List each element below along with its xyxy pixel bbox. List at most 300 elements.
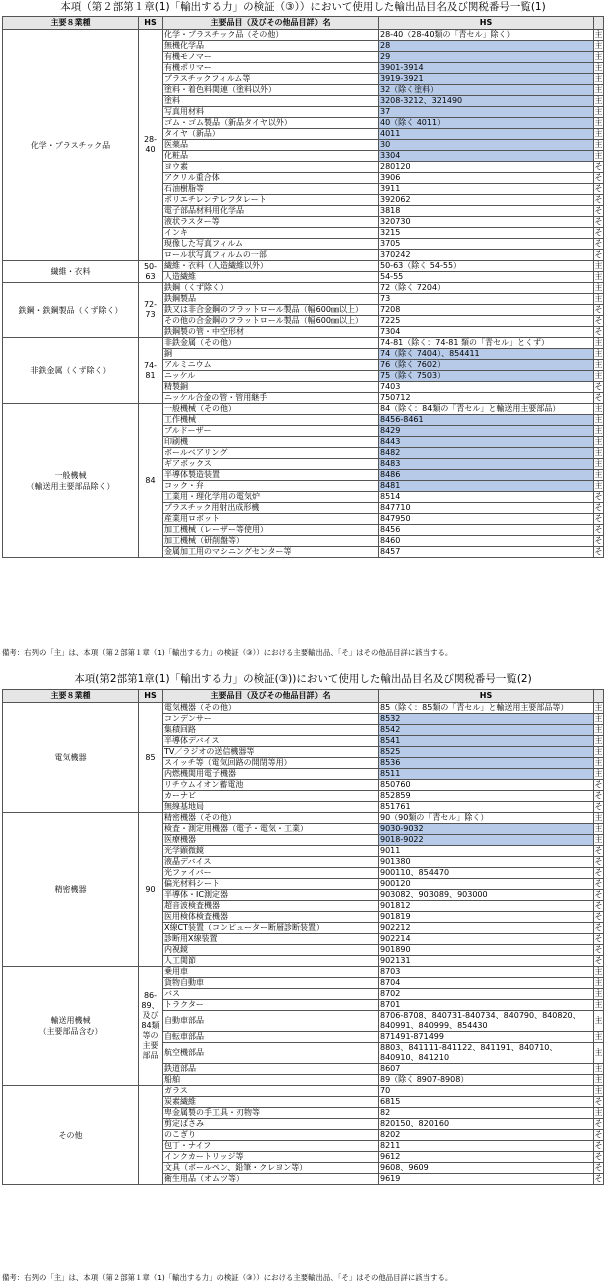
hs-code-cell: 73: [379, 294, 594, 305]
product-name-cell: 航空機部品: [163, 1043, 379, 1064]
main-flag-cell: 主: [594, 725, 603, 735]
product-name-cell: 写真用材料: [163, 107, 379, 118]
hs-code-cell: 750712: [379, 393, 594, 404]
product-name-cell: 銅: [163, 349, 379, 360]
main-flag-cell: そ: [594, 316, 603, 326]
product-name-cell: ガラス: [163, 1086, 379, 1097]
product-name-cell: 乗用車: [163, 967, 379, 978]
product-name-cell: 電気機器（その他）: [163, 703, 379, 714]
hs-code-cell: 82: [379, 1108, 594, 1119]
main-flag-cell: そ: [594, 184, 603, 194]
hs-code-cell: 871491-871499: [379, 1032, 594, 1043]
product-name-cell: 内燃機関用電子機器: [163, 769, 379, 780]
product-name-cell: 船舶: [163, 1075, 379, 1086]
product-name-cell: ゴム・ゴム製品（新品タイヤ以外）: [163, 118, 379, 129]
main-flag-cell: 主: [594, 151, 603, 161]
product-name-cell: 一般機械（その他）: [163, 404, 379, 415]
hs-code-cell: 8532: [379, 714, 594, 725]
hs-code-cell: 903082、903089、903000: [379, 890, 594, 901]
main-flag-cell: そ: [594, 162, 603, 172]
product-name-cell: 貨物自動車: [163, 978, 379, 989]
hs-code-cell: 37: [379, 107, 594, 118]
product-name-cell: 診断用X線装置: [163, 934, 379, 945]
hs-code-cell: 8460: [379, 536, 594, 547]
main-flag-cell: そ: [594, 393, 603, 403]
hs-code-cell: 32（除く塗料）: [379, 85, 594, 96]
product-name-cell: 鉄鋼製の管・中空形材: [163, 327, 379, 338]
main-flag-cell: 主: [594, 1043, 604, 1064]
main-flag-cell: 主: [594, 481, 603, 491]
main-flag-cell: そ: [594, 1141, 603, 1151]
hs-code-cell: 820150、820160: [379, 1119, 594, 1130]
hs-code-cell: 370242: [379, 250, 594, 261]
product-name-cell: 電子部品材料用化学品: [163, 206, 379, 217]
product-name-cell: 化粧品: [163, 151, 379, 162]
hs-code-cell: 3906: [379, 173, 594, 184]
hs-code-cell: 3304: [379, 151, 594, 162]
main-flag-cell: そ: [594, 503, 603, 513]
hs-code-cell: 9030-9032: [379, 824, 594, 835]
main-flag-cell: 主: [594, 52, 603, 62]
product-name-cell: 無線基地局: [163, 802, 379, 813]
hs-code-cell: 900110、854470: [379, 868, 594, 879]
product-name-cell: 金属加工用のマシニングセンター等: [163, 547, 379, 558]
table-header-row: [3, 690, 604, 703]
main-flag-cell: 主: [594, 736, 603, 746]
header-flag: [594, 690, 604, 703]
industry-cell: 輸送用機械 （主要部品含む）: [3, 967, 139, 1086]
main-flag-cell: 主: [594, 1011, 604, 1032]
product-name-cell: カーナビ: [163, 791, 379, 802]
table-row: [3, 283, 604, 294]
product-name-cell: 衛生用品（オムツ等）: [163, 1174, 379, 1185]
hs-range-cell: 50-63: [139, 261, 163, 283]
product-name-cell: 化学・プラスチック品（その他）: [163, 30, 379, 41]
main-flag-cell: 主: [594, 283, 603, 293]
main-flag-cell: そ: [594, 901, 603, 911]
product-name-cell: 医療機器: [163, 835, 379, 846]
main-flag-cell: そ: [594, 514, 603, 524]
hs-code-cell: 901819: [379, 912, 594, 923]
main-flag-cell: 主: [594, 459, 603, 469]
main-flag-cell: 主: [594, 41, 603, 51]
industry-cell: 化学・プラスチック品: [3, 30, 139, 261]
product-name-cell: ポリエチレンテレフタレート: [163, 195, 379, 206]
main-flag-cell: そ: [594, 206, 603, 216]
main-flag-cell: 主: [594, 1108, 603, 1118]
product-name-cell: ニッケル: [163, 371, 379, 382]
product-name-cell: 精密機器（その他）: [163, 813, 379, 824]
product-name-cell: 産業用ロボット: [163, 514, 379, 525]
product-name-cell: タイヤ（新品）: [163, 129, 379, 140]
industry-cell: 鉄鋼・鉄鋼製品（くず除く）: [3, 283, 139, 338]
product-name-cell: コンデンサー: [163, 714, 379, 725]
hs-code-cell: 30: [379, 140, 594, 151]
hs-code-cell: 852859: [379, 791, 594, 802]
main-flag-cell: 主: [594, 118, 603, 128]
main-flag-cell: 主: [594, 294, 603, 304]
product-name-cell: インキ: [163, 228, 379, 239]
product-name-cell: 包丁・ナイフ: [163, 1141, 379, 1152]
main-flag-cell: 主: [594, 338, 603, 348]
hs-code-cell: 74（除く 7404）、854411: [379, 349, 594, 360]
product-name-cell: アルミニウム: [163, 360, 379, 371]
industry-cell: 電気機器: [3, 703, 139, 813]
main-flag-cell: そ: [594, 250, 603, 260]
main-flag-cell: そ: [594, 1097, 603, 1107]
hs-code-cell: 40（除く 4011）: [379, 118, 594, 129]
hs-code-cell: 3901-3914: [379, 63, 594, 74]
hs-code-cell: 75（除く 7503）: [379, 371, 594, 382]
product-name-cell: 加工機械（研削盤等）: [163, 536, 379, 547]
hs-range-cell: 90: [139, 813, 163, 967]
main-flag-cell: 主: [594, 129, 603, 139]
hs-code-cell: 6815: [379, 1097, 594, 1108]
hs-code-cell: 8486: [379, 470, 594, 481]
product-name-cell: 工業用・理化学用の電気炉: [163, 492, 379, 503]
hs-range-cell: [139, 1086, 163, 1185]
main-flag-cell: 主: [594, 1032, 603, 1042]
main-flag-cell: そ: [594, 217, 603, 227]
product-name-cell: インクカートリッジ等: [163, 1152, 379, 1163]
product-name-cell: ギアボックス: [163, 459, 379, 470]
main-flag-cell: そ: [594, 492, 603, 502]
product-name-cell: プラスチック用射出成形機: [163, 503, 379, 514]
product-name-cell: TV／ラジオの送信機器等: [163, 747, 379, 758]
hs-code-cell: 7304: [379, 327, 594, 338]
hs-code-cell: 89（除く 8907-8908）: [379, 1075, 594, 1086]
hs-range-cell: 85: [139, 703, 163, 813]
main-flag-cell: そ: [594, 868, 603, 878]
hs-code-cell: 8457: [379, 547, 594, 558]
hs-code-cell: 8542: [379, 725, 594, 736]
main-flag-cell: 主: [594, 1075, 603, 1085]
main-flag-cell: 主: [594, 989, 603, 999]
hs-code-cell: 851761: [379, 802, 594, 813]
hs-code-cell: 7225: [379, 316, 594, 327]
main-flag-cell: そ: [594, 1130, 603, 1140]
main-flag-cell: 主: [594, 703, 603, 713]
main-flag-cell: 主: [594, 371, 603, 381]
main-flag-cell: そ: [594, 879, 603, 889]
industry-cell: 非鉄金属（くず除く）: [3, 338, 139, 404]
product-name-cell: ヨウ素: [163, 162, 379, 173]
product-name-cell: 印刷機: [163, 437, 379, 448]
main-flag-cell: そ: [594, 1163, 603, 1173]
hs-range-cell: 74-81: [139, 338, 163, 404]
product-name-cell: バス: [163, 989, 379, 1000]
main-flag-cell: 主: [594, 426, 603, 436]
hs-code-cell: 9018-9022: [379, 835, 594, 846]
main-flag-cell: 主: [594, 714, 603, 724]
hs-code-cell: 76（除く 7602）: [379, 360, 594, 371]
main-flag-cell: 主: [594, 978, 603, 988]
hs-code-cell: 8202: [379, 1130, 594, 1141]
hs-code-cell: 3919-3921: [379, 74, 594, 85]
product-name-cell: アクリル重合体: [163, 173, 379, 184]
product-name-cell: コック・弁: [163, 481, 379, 492]
main-flag-cell: そ: [594, 173, 603, 183]
product-name-cell: 超音波検査機器: [163, 901, 379, 912]
hs-range-cell: 28-40: [139, 30, 163, 261]
main-flag-cell: 主: [594, 140, 603, 150]
product-name-cell: 自転車部品: [163, 1032, 379, 1043]
main-flag-cell: そ: [594, 912, 603, 922]
product-name-cell: 有機ポリマー: [163, 63, 379, 74]
hs-code-cell: 9608、9609: [379, 1163, 594, 1174]
main-flag-cell: 主: [594, 96, 603, 106]
product-name-cell: ニッケル合金の管・管用継手: [163, 393, 379, 404]
header-product: 主要品目（及びその他品目詳）名: [163, 690, 379, 703]
product-name-cell: 自動車部品: [163, 1011, 379, 1032]
product-name-cell: 非鉄金属（その他）: [163, 338, 379, 349]
main-flag-cell: 主: [594, 349, 603, 359]
hs-code-cell: 8482: [379, 448, 594, 459]
product-name-cell: 半導体製造装置: [163, 470, 379, 481]
header-hs: HS: [139, 690, 163, 703]
main-flag-cell: そ: [594, 802, 603, 812]
hs-code-cell: 8536: [379, 758, 594, 769]
header-industry: 主要８業種: [3, 690, 139, 703]
main-flag-cell: そ: [594, 846, 603, 856]
product-name-cell: リチウムイオン蓄電池: [163, 780, 379, 791]
main-flag-cell: 主: [594, 470, 603, 480]
product-name-cell: ロール状写真フィルムの一部: [163, 250, 379, 261]
product-name-cell: 液晶デバイス: [163, 857, 379, 868]
product-name-cell: 加工機械（レーザー等使用）: [163, 525, 379, 536]
product-name-cell: のこぎり: [163, 1130, 379, 1141]
main-flag-cell: 主: [594, 360, 603, 370]
header-product: 主要品目（及びその他品目詳）名: [163, 17, 379, 30]
hs-range-cell: 86-89、及び 84類等の主要部品: [139, 967, 163, 1086]
hs-code-cell: 85（除く：85類の「青セル」と輸送用主要部品等）: [379, 703, 594, 714]
table-row: [3, 404, 604, 415]
main-flag-cell: 主: [594, 769, 603, 779]
table-row: [3, 703, 604, 714]
hs-code-cell: 8541: [379, 736, 594, 747]
product-name-cell: 集積回路: [163, 725, 379, 736]
main-flag-cell: 主: [594, 437, 603, 447]
hs-code-cell: 29: [379, 52, 594, 63]
table-row: [3, 261, 604, 272]
product-name-cell: 剪定ばさみ: [163, 1119, 379, 1130]
table-row: [3, 30, 604, 41]
hs-code-cell: 9011: [379, 846, 594, 857]
product-name-cell: X線CT装置（コンピューター断層診断装置）: [163, 923, 379, 934]
main-flag-cell: 主: [594, 1000, 603, 1010]
hs-code-cell: 3705: [379, 239, 594, 250]
main-flag-cell: 主: [594, 74, 603, 84]
hs-code-cell: 84（除く：84類の「青セル」と輸送用主要部品）: [379, 404, 594, 415]
product-name-cell: 無機化学品: [163, 41, 379, 52]
product-name-cell: トラクター: [163, 1000, 379, 1011]
product-name-cell: 塗料・着色料関連（塗料以外）: [163, 85, 379, 96]
hs-code-cell: 901380: [379, 857, 594, 868]
product-name-cell: その他の合金鋼のフラットロール製品（幅600㎜以上）: [163, 316, 379, 327]
product-name-cell: 文具（ボールペン、鉛筆・クレヨン等）: [163, 1163, 379, 1174]
main-flag-cell: 主: [594, 63, 603, 73]
header-hs-code: HS: [379, 17, 594, 30]
main-flag-cell: 主: [594, 813, 603, 823]
hs-code-cell: 902131: [379, 956, 594, 967]
product-name-cell: 炭素繊維: [163, 1097, 379, 1108]
hs-code-cell: 3818: [379, 206, 594, 217]
hs-code-cell: 8443: [379, 437, 594, 448]
product-name-cell: 光ファイバー: [163, 868, 379, 879]
main-flag-cell: 主: [594, 261, 603, 271]
hs-code-cell: 320730: [379, 217, 594, 228]
product-name-cell: ボールベアリング: [163, 448, 379, 459]
main-flag-cell: そ: [594, 239, 603, 249]
main-flag-cell: そ: [594, 228, 603, 238]
main-flag-cell: そ: [594, 890, 603, 900]
header-flag: [594, 17, 604, 30]
main-flag-cell: 主: [594, 272, 603, 282]
hs-code-cell: 28-40（28-40類の「青セル」除く）: [379, 30, 594, 41]
product-name-cell: ブルドーザー: [163, 426, 379, 437]
product-name-cell: 検査・測定用機器（電子・電気・工業）: [163, 824, 379, 835]
header-industry: 主要８業種: [3, 17, 139, 30]
main-flag-cell: そ: [594, 195, 603, 205]
main-flag-cell: そ: [594, 857, 603, 867]
hs-code-cell: 74-81（除く：74-81 類の「青セル」とくず）: [379, 338, 594, 349]
hs-code-cell: 9619: [379, 1174, 594, 1185]
header-hs-code: HS: [379, 690, 594, 703]
hs-code-cell: 28: [379, 41, 594, 52]
hs-range-cell: 84: [139, 404, 163, 558]
product-name-cell: スイッチ等（電気回路の開閉等用）: [163, 758, 379, 769]
main-flag-cell: 主: [594, 835, 603, 845]
hs-code-cell: 50-63（除く 54-55）: [379, 261, 594, 272]
hs-code-cell: 54-55: [379, 272, 594, 283]
product-name-cell: 精製銅: [163, 382, 379, 393]
hs-code-cell: 8704: [379, 978, 594, 989]
product-name-cell: 有機モノマー: [163, 52, 379, 63]
hs-code-cell: 8456-8461: [379, 415, 594, 426]
table-row: [3, 813, 604, 824]
table2-title: 本項(第2部第1章(1)「輸出する力」の検証(③))において使用した輸出品目名及び関税番号一覧(2): [74, 673, 532, 685]
product-name-cell: 医薬品: [163, 140, 379, 151]
hs-code-cell: 8211: [379, 1141, 594, 1152]
industry-cell: その他: [3, 1086, 139, 1185]
main-flag-cell: そ: [594, 956, 603, 966]
table-row: [3, 967, 604, 978]
main-flag-cell: そ: [594, 525, 603, 535]
industry-cell: 一般機械 （輸送用主要部品除く）: [3, 404, 139, 558]
product-name-cell: 鉄又は非合金鋼のフラットロール製品（幅600㎜以上）: [163, 305, 379, 316]
product-name-cell: 人造繊維: [163, 272, 379, 283]
product-name-cell: 石油樹脂等: [163, 184, 379, 195]
hs-code-cell: 90（90類の「青セル」除く）: [379, 813, 594, 824]
product-name-cell: 液状ラスター等: [163, 217, 379, 228]
main-flag-cell: そ: [594, 923, 603, 933]
product-name-cell: 現像した写真フィルム: [163, 239, 379, 250]
hs-code-cell: 850760: [379, 780, 594, 791]
hs-table-1: [2, 16, 604, 558]
main-flag-cell: そ: [594, 305, 603, 315]
hs-code-cell: 901812: [379, 901, 594, 912]
hs-code-cell: 8701: [379, 1000, 594, 1011]
main-flag-cell: そ: [594, 1119, 603, 1129]
main-flag-cell: 主: [594, 747, 603, 757]
product-name-cell: 内視鏡: [163, 945, 379, 956]
hs-code-cell: 7208: [379, 305, 594, 316]
product-name-cell: 偏光材料シート: [163, 879, 379, 890]
product-name-cell: 半導体・IC測定器: [163, 890, 379, 901]
table-header-row: [3, 17, 604, 30]
main-flag-cell: 主: [594, 824, 603, 834]
main-flag-cell: 主: [594, 1086, 603, 1096]
hs-code-cell: 8483: [379, 459, 594, 470]
main-flag-cell: そ: [594, 791, 603, 801]
hs-code-cell: 8456: [379, 525, 594, 536]
main-flag-cell: そ: [594, 1174, 603, 1184]
main-flag-cell: そ: [594, 945, 603, 955]
main-flag-cell: 主: [594, 85, 603, 95]
hs-code-cell: 847950: [379, 514, 594, 525]
hs-code-cell: 8803、841111-841122、841191、840710、840910、841210: [379, 1043, 594, 1064]
main-flag-cell: そ: [594, 327, 603, 337]
hs-code-cell: 3215: [379, 228, 594, 239]
main-flag-cell: 主: [594, 107, 603, 117]
table1-note: 備考：右列の「主」は、本項（第２部第１章（1)「輸出する力」の検証（③））における主要輸出品、「そ」はその他品目詳に該当する。: [2, 648, 453, 657]
main-flag-cell: 主: [594, 1064, 603, 1074]
hs-code-cell: 8481: [379, 481, 594, 492]
hs-code-cell: 8607: [379, 1064, 594, 1075]
main-flag-cell: そ: [594, 382, 603, 392]
table-row: [3, 1086, 604, 1097]
product-name-cell: 工作機械: [163, 415, 379, 426]
hs-table-2: [2, 689, 604, 1185]
product-name-cell: 鉄鋼（くず除く）: [163, 283, 379, 294]
hs-code-cell: 3208-3212、321490: [379, 96, 594, 107]
hs-code-cell: 847710: [379, 503, 594, 514]
industry-cell: 精密機器: [3, 813, 139, 967]
hs-code-cell: 72（除く 7204）: [379, 283, 594, 294]
main-flag-cell: そ: [594, 934, 603, 944]
hs-code-cell: 8525: [379, 747, 594, 758]
hs-code-cell: 902214: [379, 934, 594, 945]
hs-code-cell: 8429: [379, 426, 594, 437]
hs-code-cell: 8511: [379, 769, 594, 780]
product-name-cell: 鉄道部品: [163, 1064, 379, 1075]
main-flag-cell: そ: [594, 536, 603, 546]
hs-code-cell: 8702: [379, 989, 594, 1000]
hs-code-cell: 9612: [379, 1152, 594, 1163]
product-name-cell: 半導体デバイス: [163, 736, 379, 747]
hs-code-cell: 392062: [379, 195, 594, 206]
hs-code-cell: 8514: [379, 492, 594, 503]
table1-title: 本項（第２部第１章(1)「輸出する力」の検証（③））において使用した輸出品目名及び関税番号一覧(1): [60, 1, 546, 13]
hs-code-cell: 7403: [379, 382, 594, 393]
main-flag-cell: そ: [594, 780, 603, 790]
hs-code-cell: 3911: [379, 184, 594, 195]
header-hs: HS: [139, 17, 163, 30]
hs-code-cell: 901890: [379, 945, 594, 956]
industry-cell: 繊維・衣料: [3, 261, 139, 283]
hs-code-cell: 280120: [379, 162, 594, 173]
main-flag-cell: 主: [594, 758, 603, 768]
main-flag-cell: 主: [594, 967, 603, 977]
main-flag-cell: 主: [594, 448, 603, 458]
hs-range-cell: 72-73: [139, 283, 163, 338]
product-name-cell: 医用検体検査機器: [163, 912, 379, 923]
product-name-cell: 光学顕微鏡: [163, 846, 379, 857]
product-name-cell: 卑金属製の手工具・刃物等: [163, 1108, 379, 1119]
hs-code-cell: 902212: [379, 923, 594, 934]
hs-code-cell: 8703: [379, 967, 594, 978]
hs-code-cell: 4011: [379, 129, 594, 140]
